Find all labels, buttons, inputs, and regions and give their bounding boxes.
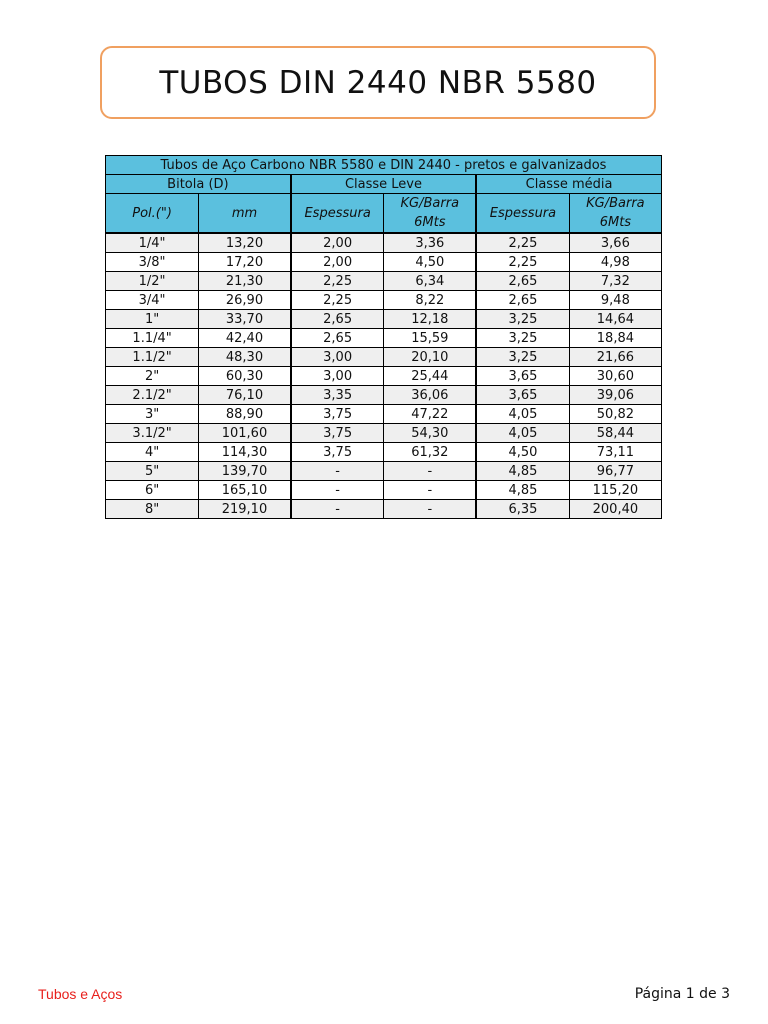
table-cell: 2,65	[476, 272, 569, 291]
table-cell: 9,48	[569, 291, 661, 310]
table-cell: 25,44	[384, 367, 476, 386]
table-cell: 48,30	[199, 348, 291, 367]
table-cell: 18,84	[569, 329, 661, 348]
table-cell: 3/4"	[106, 291, 199, 310]
table-cell: 4,50	[384, 253, 476, 272]
table-cell: 30,60	[569, 367, 661, 386]
table-cell: 2.1/2"	[106, 386, 199, 405]
footer-company-name: Tubos e Aços	[38, 986, 123, 1002]
table-cell: 8,22	[384, 291, 476, 310]
table-cell: 60,30	[199, 367, 291, 386]
table-cell: 3.1/2"	[106, 424, 199, 443]
table-cell: 4,98	[569, 253, 661, 272]
table-cell: 115,20	[569, 481, 661, 500]
table-cell: 3,75	[291, 405, 384, 424]
table-cell: 4,85	[476, 481, 569, 500]
table-cell: 17,20	[199, 253, 291, 272]
column-header: KG/Barra 6Mts	[569, 194, 661, 234]
table-row	[106, 329, 662, 348]
table-cell: 7,32	[569, 272, 661, 291]
title-box	[100, 46, 656, 119]
table-cell: 36,06	[384, 386, 476, 405]
table-row	[106, 291, 662, 310]
table-cell: 39,06	[569, 386, 661, 405]
table-row	[106, 386, 662, 405]
table-cell: 2,25	[476, 233, 569, 253]
table-cell: 6"	[106, 481, 199, 500]
table-cell: 6,34	[384, 272, 476, 291]
table-cell: 4"	[106, 443, 199, 462]
table-row	[106, 233, 662, 253]
table-cell: 33,70	[199, 310, 291, 329]
table-cell: 13,20	[199, 233, 291, 253]
table-cell: 2,25	[291, 291, 384, 310]
table-row	[106, 405, 662, 424]
table-cell: 4,85	[476, 462, 569, 481]
table-row	[106, 348, 662, 367]
table-cell: 1/4"	[106, 233, 199, 253]
table-cell: 3,00	[291, 348, 384, 367]
table-cell: -	[384, 481, 476, 500]
column-header: KG/Barra 6Mts	[384, 194, 476, 234]
table-cell: 47,22	[384, 405, 476, 424]
table-row	[106, 424, 662, 443]
table-cell: 3,35	[291, 386, 384, 405]
table-cell: 3,65	[476, 386, 569, 405]
column-header: mm	[199, 194, 291, 234]
table-cell: 26,90	[199, 291, 291, 310]
table-cell: 200,40	[569, 500, 661, 519]
table-cell: 3,66	[569, 233, 661, 253]
table-cell: -	[384, 500, 476, 519]
table-cell: 58,44	[569, 424, 661, 443]
table-cell: 3,25	[476, 329, 569, 348]
column-header: Pol.(")	[106, 194, 199, 234]
table-cell: 73,11	[569, 443, 661, 462]
table-cell: 3,75	[291, 424, 384, 443]
table-cell: 8"	[106, 500, 199, 519]
table-cell: 96,77	[569, 462, 661, 481]
table-cell: -	[291, 462, 384, 481]
table-cell: 3"	[106, 405, 199, 424]
table-cell: 5"	[106, 462, 199, 481]
group-header-classe-leve: Classe Leve	[291, 175, 476, 194]
table-cell: 4,50	[476, 443, 569, 462]
table-cell: 101,60	[199, 424, 291, 443]
table-cell: 15,59	[384, 329, 476, 348]
table-cell: 219,10	[199, 500, 291, 519]
table-cell: 4,05	[476, 405, 569, 424]
table-caption: Tubos de Aço Carbono NBR 5580 e DIN 2440 - pretos e galvanizados	[106, 156, 662, 175]
table-cell: 1"	[106, 310, 199, 329]
table-cell: 1/2"	[106, 272, 199, 291]
table-cell: 165,10	[199, 481, 291, 500]
table-cell: -	[291, 500, 384, 519]
table-cell: 50,82	[569, 405, 661, 424]
footer-page-number: Página 1 de 3	[634, 986, 730, 1002]
table-cell: 3,36	[384, 233, 476, 253]
table-cell: 3,65	[476, 367, 569, 386]
table-cell: 114,30	[199, 443, 291, 462]
table-cell: 4,05	[476, 424, 569, 443]
table-cell: 3,00	[291, 367, 384, 386]
table-row	[106, 500, 662, 519]
table-cell: 2,25	[476, 253, 569, 272]
table-cell: -	[384, 462, 476, 481]
table-cell: -	[291, 481, 384, 500]
table-cell: 6,35	[476, 500, 569, 519]
table-row	[106, 481, 662, 500]
column-header: Espessura	[476, 194, 569, 234]
group-header-bitola: Bitola (D)	[106, 175, 291, 194]
table-row	[106, 462, 662, 481]
table-body	[106, 233, 662, 519]
table-cell: 2,65	[291, 310, 384, 329]
group-header-classe-media: Classe média	[476, 175, 661, 194]
table-cell: 2,65	[291, 329, 384, 348]
table-cell: 2,00	[291, 253, 384, 272]
table-cell: 20,10	[384, 348, 476, 367]
table-row	[106, 253, 662, 272]
table-row	[106, 443, 662, 462]
table-cell: 2,65	[476, 291, 569, 310]
table-cell: 88,90	[199, 405, 291, 424]
table-cell: 3,25	[476, 310, 569, 329]
table-cell: 21,66	[569, 348, 661, 367]
table-cell: 1.1/2"	[106, 348, 199, 367]
table-cell: 61,32	[384, 443, 476, 462]
table-cell: 21,30	[199, 272, 291, 291]
table-row	[106, 367, 662, 386]
table-cell: 2,25	[291, 272, 384, 291]
table-cell: 54,30	[384, 424, 476, 443]
table-cell: 14,64	[569, 310, 661, 329]
table-cell: 3/8"	[106, 253, 199, 272]
table-cell: 2,00	[291, 233, 384, 253]
table-cell: 1.1/4"	[106, 329, 199, 348]
table-cell: 42,40	[199, 329, 291, 348]
pipe-spec-table	[105, 155, 662, 519]
table-cell: 12,18	[384, 310, 476, 329]
table-cell: 3,25	[476, 348, 569, 367]
table-cell: 3,75	[291, 443, 384, 462]
page-title: TUBOS DIN 2440 NBR 5580	[159, 64, 597, 101]
table-cell: 2"	[106, 367, 199, 386]
table-cell: 139,70	[199, 462, 291, 481]
table-cell: 76,10	[199, 386, 291, 405]
table-row	[106, 272, 662, 291]
table-row	[106, 310, 662, 329]
column-header: Espessura	[291, 194, 384, 234]
